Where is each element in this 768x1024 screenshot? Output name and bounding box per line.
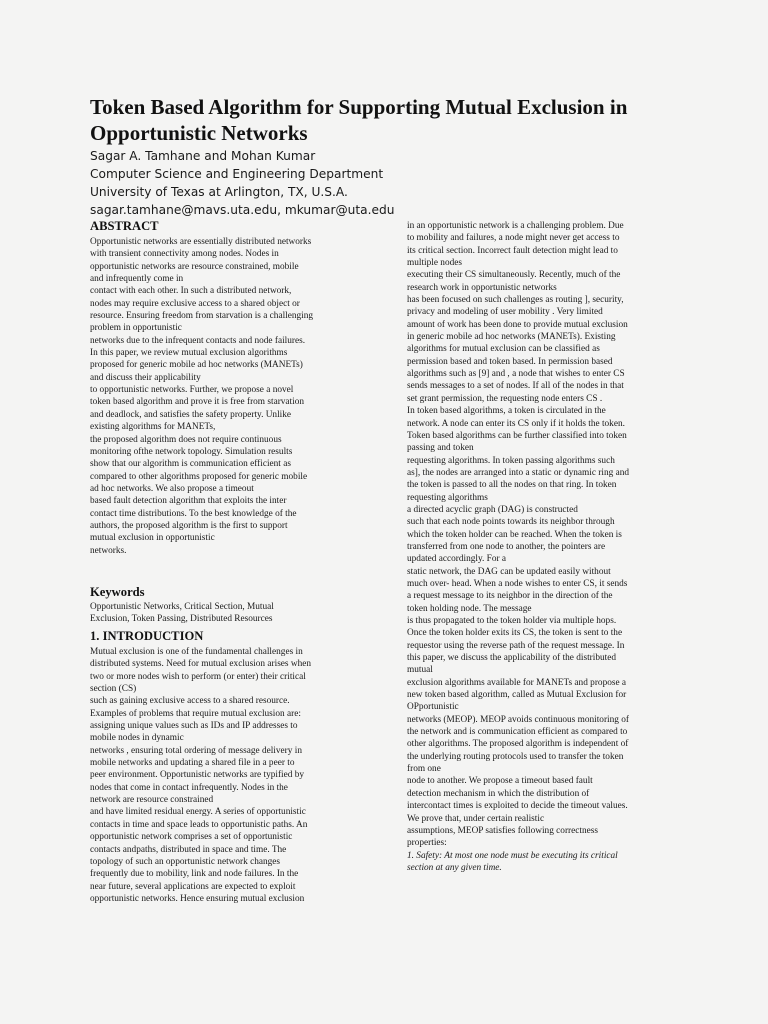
text-line: is thus propagated to the token holder via multiple hops. — [407, 616, 617, 626]
introduction-body — [90, 646, 365, 905]
text-line: contact time distributions. To the best knowledge of the — [90, 508, 297, 519]
text-line: opportunistic network comprises a set of opportunistic — [90, 832, 293, 843]
text-line: peer environment. Opportunistic networks are typified by — [90, 770, 305, 781]
text-line: intercontact times is exploited to decide the timeout values. — [407, 801, 628, 812]
text-line: sends messages to a set of nodes. If all of the nodes in that — [407, 381, 624, 392]
text-line: monitoring ofthe network topology. Simulation results — [90, 446, 293, 457]
text-line: In this paper, we review mutual exclusion algorithms — [90, 348, 288, 359]
text-line: requesting algorithms. In token passing algorithms such — [407, 455, 615, 466]
text-line: We prove that, under certain realistic — [407, 813, 545, 824]
text-line: requesting algorithms — [407, 492, 488, 503]
text-line: problem in opportunistic — [90, 323, 182, 334]
text-line: amount of work has been done to provide mutual exclusion — [407, 319, 628, 330]
text-line: compared to other algorithms proposed for generic mobile — [90, 471, 308, 482]
text-line: which the token holder can be reached. When the token is — [407, 529, 622, 540]
text-line: show that our algorithm is communication efficient as — [90, 459, 291, 470]
text-line: such that each node points towards its neighbor through — [407, 517, 615, 528]
text-line: contacts in time and space leads to opportunistic paths. An — [90, 819, 308, 830]
authors: Sagar A. Tamhane and Mohan Kumar — [90, 149, 316, 163]
department: Computer Science and Engineering Department — [90, 167, 384, 181]
text-line: two or more nodes wish to perform (or enter) their critical — [90, 671, 306, 682]
text-line: set grant permission, the requesting node enters CS . — [407, 393, 603, 404]
text-line: section (CS) — [90, 684, 137, 695]
text-line: mobile nodes in dynamic — [90, 733, 184, 744]
text-line: passing and token — [407, 443, 474, 454]
text-line: updated accordingly. For a — [407, 554, 507, 565]
keywords-body — [90, 601, 365, 626]
text-line: nodes may require exclusive access to a shared object or — [90, 298, 300, 309]
italic-text-line: 1. Safety: At most one node must be executing its critical — [407, 850, 618, 861]
text-line: in an opportunistic network is a challenging problem. Due — [407, 221, 624, 231]
text-line: node to another. We propose a timeout based fault — [407, 776, 593, 787]
text-line: detection mechanism in which the distribution of — [407, 788, 590, 799]
university: University of Texas at Arlington, TX, U.S.A. — [90, 185, 348, 199]
text-line: transferred from one node to another, the pointers are — [407, 541, 606, 552]
text-line: requestor using the reverse path of the request message. In — [407, 640, 625, 651]
text-line: the proposed algorithm does not require continuous — [90, 434, 282, 445]
text-line: other algorithms. The proposed algorithm is independent of — [407, 739, 629, 750]
text-line: mobile networks and updating a shared file in a peer to — [90, 758, 295, 769]
text-line: mutual — [407, 665, 433, 676]
text-line: proposed for generic mobile ad hoc networks (MANETs) — [90, 360, 303, 371]
text-line: and have limited residual energy. A series of opportunistic — [90, 807, 306, 818]
text-line: Token based algorithms can be further classified into token — [407, 430, 627, 441]
text-line: In token based algorithms, a token is circulated in the — [407, 406, 606, 417]
text-line: topology of such an opportunistic network changes — [90, 856, 281, 867]
text-line: properties: — [407, 838, 447, 849]
text-line: contact with each other. In such a distributed network, — [90, 286, 292, 297]
text-line: Mutual exclusion is one of the fundamental challenges in — [90, 647, 303, 657]
text-line: authors, the proposed algorithm is the first to support — [90, 520, 288, 531]
title-line: Opportunistic Networks — [90, 121, 308, 145]
text-line: opportunistic networks are resource constrained, mobile — [90, 261, 299, 272]
text-line: networks (MEOP). MEOP avoids continuous monitoring of — [407, 714, 629, 725]
text-line: multiple nodes — [407, 258, 463, 269]
text-line: the network and is communication efficient as compared to — [407, 727, 628, 738]
text-line: based fault detection algorithm that exploits the inter — [90, 496, 287, 507]
text-line: a directed acyclic graph (DAG) is constructed — [407, 504, 578, 515]
text-line: near future, several applications are expected to exploit — [90, 881, 296, 892]
text-line: new token based algorithm, called as Mutual Exclusion for — [407, 690, 627, 701]
text-line: and discuss their applicability — [90, 372, 201, 383]
text-line: networks , ensuring total ordering of message delivery in — [90, 745, 302, 756]
text-line: resource. Ensuring freedom from starvation is a challenging — [90, 311, 314, 322]
text-line: opportunistic networks. Hence ensuring mutual exclusion — [90, 893, 305, 904]
text-line: has been focused on such challenges as routing ], security, — [407, 295, 624, 306]
italic-text-line: section at any given time. — [407, 862, 502, 873]
text-line: existing algorithms for MANETs, — [90, 422, 216, 433]
text-line: from one — [407, 764, 441, 775]
text-line: frequently due to mobility, link and node failures. In the — [90, 869, 299, 880]
text-line: exclusion algorithms available for MANETs and propose a — [407, 677, 627, 688]
abstract-heading: ABSTRACT — [90, 219, 159, 233]
text-line: the underlying routing protocols used to transfer the token — [407, 751, 624, 762]
right-column-body — [407, 220, 682, 874]
text-line: assigning unique values such as IDs and IP addresses to — [90, 721, 298, 732]
text-line: networks. — [90, 545, 127, 556]
text-line: distributed systems. Need for mutual exclusion arises when — [90, 659, 312, 670]
text-line: to mobility and failures, a node might never get access to — [407, 233, 620, 244]
paper-title — [90, 94, 710, 146]
text-line: token holding node. The message — [407, 603, 532, 614]
text-line: executing their CS simultaneously. Recently, much of the — [407, 270, 621, 281]
text-line: ad hoc networks. We also propose a timeout — [90, 483, 254, 494]
text-line: network. A node can enter its CS only if it holds the token. — [407, 418, 625, 429]
abstract-body — [90, 236, 365, 557]
keywords-heading: Keywords — [90, 585, 145, 599]
text-line: Once the token holder exits its CS, the token is sent to the — [407, 628, 623, 639]
text-line: permission based and token based. In permission based — [407, 356, 613, 367]
text-line: Examples of problems that require mutual exclusion are: — [90, 708, 301, 719]
text-line: privacy and modeling of user mobility . Very limited — [407, 307, 603, 318]
text-line: Opportunistic networks are essentially distributed networks — [90, 237, 312, 247]
text-line: algorithms for mutual exclusion can be classified as — [407, 344, 600, 355]
text-line: as], the nodes are arranged into a static or dynamic ring and — [407, 467, 630, 478]
text-line: in generic mobile ad hoc networks (MANETs). Existing — [407, 332, 616, 343]
text-line: such as gaining exclusive access to a shared resource. — [90, 696, 290, 707]
text-line: mutual exclusion in opportunistic — [90, 533, 215, 544]
text-line: algorithms such as [9] and , a node that wishes to enter CS — [407, 369, 625, 380]
text-line: OPportunistic — [407, 702, 459, 713]
text-line: static network, the DAG can be updated easily without — [407, 566, 611, 577]
text-line: assumptions, MEOP satisfies following correctness — [407, 825, 598, 836]
text-line: token based algorithm and prove it is free from starvation — [90, 397, 305, 408]
text-line: network are resource constrained — [90, 795, 214, 806]
text-line: a request message to its neighbor in the direction of the — [407, 591, 613, 602]
text-line: nodes that come in contact infrequently. Nodes in the — [90, 782, 288, 793]
text-line: and deadlock, and satisfies the safety property. Unlike — [90, 409, 292, 420]
text-line: Opportunistic Networks, Critical Section, Mutual — [90, 602, 274, 612]
text-line: with transient connectivity among nodes. Nodes in — [90, 249, 279, 260]
text-line: networks due to the infrequent contacts and node failures. — [90, 335, 306, 346]
text-line: Exclusion, Token Passing, Distributed Resources — [90, 614, 273, 625]
text-line: much over- head. When a node wishes to enter CS, it sends — [407, 578, 628, 589]
introduction-heading: 1. INTRODUCTION — [90, 629, 204, 643]
text-line: its critical section. Incorrect fault detection might lead to — [407, 245, 618, 256]
text-line: contacts andpaths, distributed in space and time. The — [90, 844, 287, 855]
text-line: research work in opportunistic networks — [407, 282, 557, 293]
title-line: Token Based Algorithm for Supporting Mutual Exclusion in — [90, 95, 628, 119]
text-line: to opportunistic networks. Further, we propose a novel — [90, 385, 294, 396]
text-line: the token is passed to all the nodes on that ring. In token — [407, 480, 617, 491]
text-line: this paper, we discuss the applicability of the distributed — [407, 653, 617, 664]
author-emails: sagar.tamhane@mavs.uta.edu, mkumar@uta.edu — [90, 203, 395, 217]
text-line: and infrequently come in — [90, 274, 184, 285]
